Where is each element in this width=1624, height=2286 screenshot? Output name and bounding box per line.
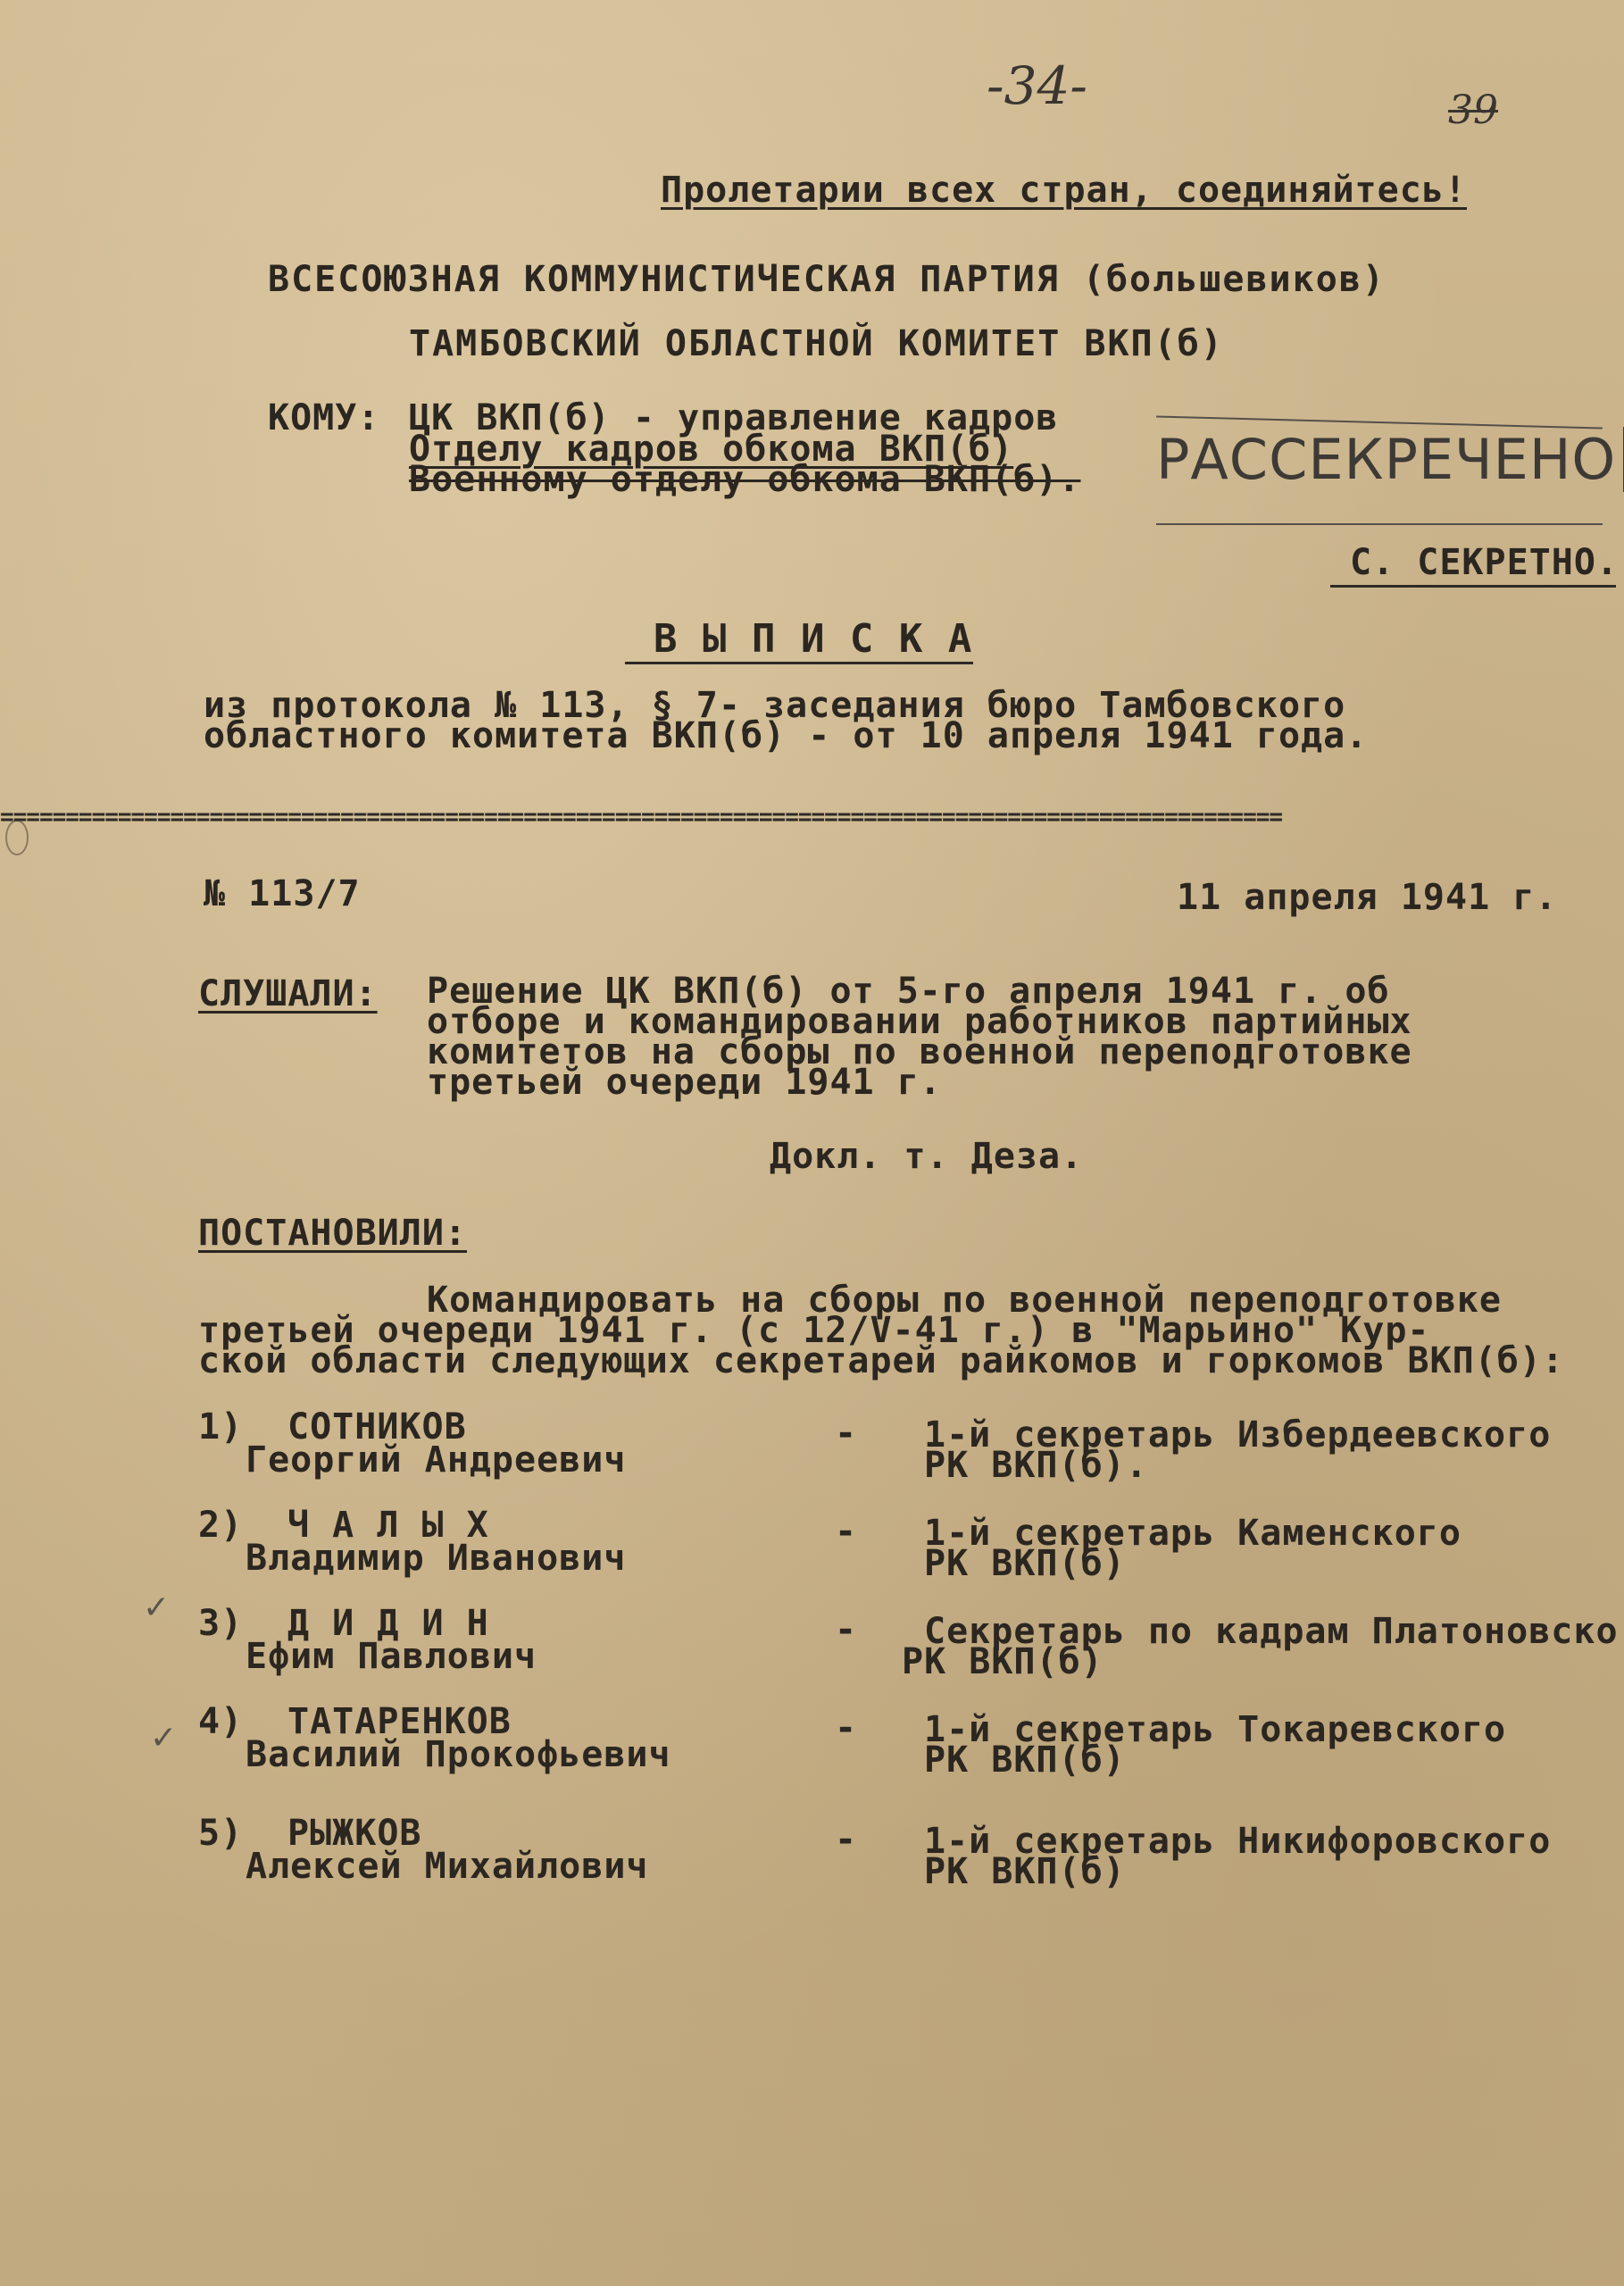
person-number: 3) xyxy=(198,1603,244,1644)
person-surname: Д И Д И Н xyxy=(287,1603,489,1644)
speaker: Докл. т. Деза. xyxy=(770,1136,1084,1177)
resolved-line-3: ской области следующих секретарей райкомов и горкомов ВКП(б): xyxy=(198,1340,1565,1381)
person-surname: РЫЖКОВ xyxy=(287,1813,422,1854)
addressee-line-1: ЦК ВКП(б) - управление кадров xyxy=(409,397,1059,438)
heard-line-1: Решение ЦК ВКП(б) от 5-го апреля 1941 г. об xyxy=(427,971,1390,1012)
declassified-stamp: РАССЕКРЕЧЕНО xyxy=(1156,427,1624,492)
committee-name: ТАМБОВСКИЙ ОБЛАСТНОЙ КОМИТЕТ ВКП(б) xyxy=(409,323,1224,364)
person-dash: - xyxy=(835,1819,858,1860)
person-number: 1) xyxy=(198,1406,244,1448)
decision-date: 11 апреля 1941 г. xyxy=(1177,877,1558,918)
person-given-name: Ефим Павлович xyxy=(246,1636,537,1677)
person-dash: - xyxy=(835,1511,858,1552)
person-post: 1-й секретарь Токаревского xyxy=(924,1709,1507,1750)
person-post-org: РК ВКП(б). xyxy=(924,1445,1148,1486)
person-surname: ТАТАРЕНКОВ xyxy=(287,1701,512,1742)
person-post: 1-й секретарь Никифоровского xyxy=(924,1821,1552,1862)
person-surname: СОТНИКОВ xyxy=(287,1406,467,1448)
resolved-line-1: Командировать на сборы по военной переподготовке xyxy=(427,1280,1502,1321)
classification-underline xyxy=(1330,585,1616,588)
person-number: 5) xyxy=(198,1813,244,1854)
person-post-org: РК ВКП(б) xyxy=(924,1851,1126,1892)
person-number: 4) xyxy=(198,1701,244,1742)
stamp-bottom-line xyxy=(1156,523,1603,525)
party-name: ВСЕСОЮЗНАЯ КОММУНИСТИЧЕСКАЯ ПАРТИЯ (большевиков) xyxy=(268,259,1386,300)
person-post: 1-й секретарь Избердеевского xyxy=(924,1414,1552,1456)
checkmark-icon: ✓ xyxy=(143,1589,171,1626)
classification-mark: С. СЕКРЕТНО. xyxy=(1350,542,1619,583)
person-surname: Ч А Л Ы Х xyxy=(287,1505,489,1546)
resolved-label: ПОСТАНОВИЛИ: xyxy=(198,1213,467,1254)
subtitle-line-1: из протокола № 113, § 7- заседания бюро Тамбовского xyxy=(204,685,1346,726)
document-title: В Ы П И С К А xyxy=(654,616,973,662)
person-post-org: РК ВКП(б) xyxy=(924,1543,1126,1584)
person-dash: - xyxy=(835,1609,858,1650)
decision-number: № 113/7 xyxy=(204,873,361,914)
slogan: Пролетарии всех стран, соединяйтесь! xyxy=(661,170,1467,211)
subtitle-line-2: областного комитета ВКП(б) - от 10 апреля 1941 года. xyxy=(204,715,1369,756)
addressee-label: КОМУ: xyxy=(268,397,380,438)
person-post: Секретарь по кадрам Платоновско xyxy=(924,1611,1619,1652)
person-given-name: Георгий Андреевич xyxy=(246,1439,627,1481)
person-number: 2) xyxy=(198,1505,244,1546)
heard-label: СЛУШАЛИ: xyxy=(198,973,378,1014)
archive-old-number: 39 xyxy=(1448,88,1498,133)
person-given-name: Алексей Михайлович xyxy=(246,1846,649,1887)
person-post: 1-й секретарь Каменского xyxy=(924,1513,1462,1554)
checkmark-icon: ✓ xyxy=(150,1720,178,1756)
person-given-name: Василий Прокофьевич xyxy=(246,1734,671,1775)
heard-line-4: третьей очереди 1941 г. xyxy=(427,1062,942,1103)
separator-line: ================================================================================================== xyxy=(0,804,1283,830)
addressee-line-2: Отделу кадров обкома ВКП(б) xyxy=(409,429,1014,470)
title-underline xyxy=(625,662,973,664)
heard-line-3: комитетов на сборы по военной переподготовке xyxy=(427,1031,1412,1072)
person-given-name: Владимир Иванович xyxy=(246,1538,627,1579)
archive-page-number: -34- xyxy=(987,55,1087,116)
heard-line-2: отборе и командировании работников партийных xyxy=(427,1001,1412,1042)
resolved-line-2: третьей очереди 1941 г. (с 12/V-41 г.) в "Марьино" Кур- xyxy=(198,1310,1430,1351)
addressee-line-3: Военному отделу обкома ВКП(б). xyxy=(409,459,1081,500)
person-post-org: РК ВКП(б) xyxy=(902,1641,1103,1682)
person-dash: - xyxy=(835,1707,858,1748)
person-post-org: РК ВКП(б) xyxy=(924,1740,1126,1781)
person-dash: - xyxy=(835,1413,858,1454)
